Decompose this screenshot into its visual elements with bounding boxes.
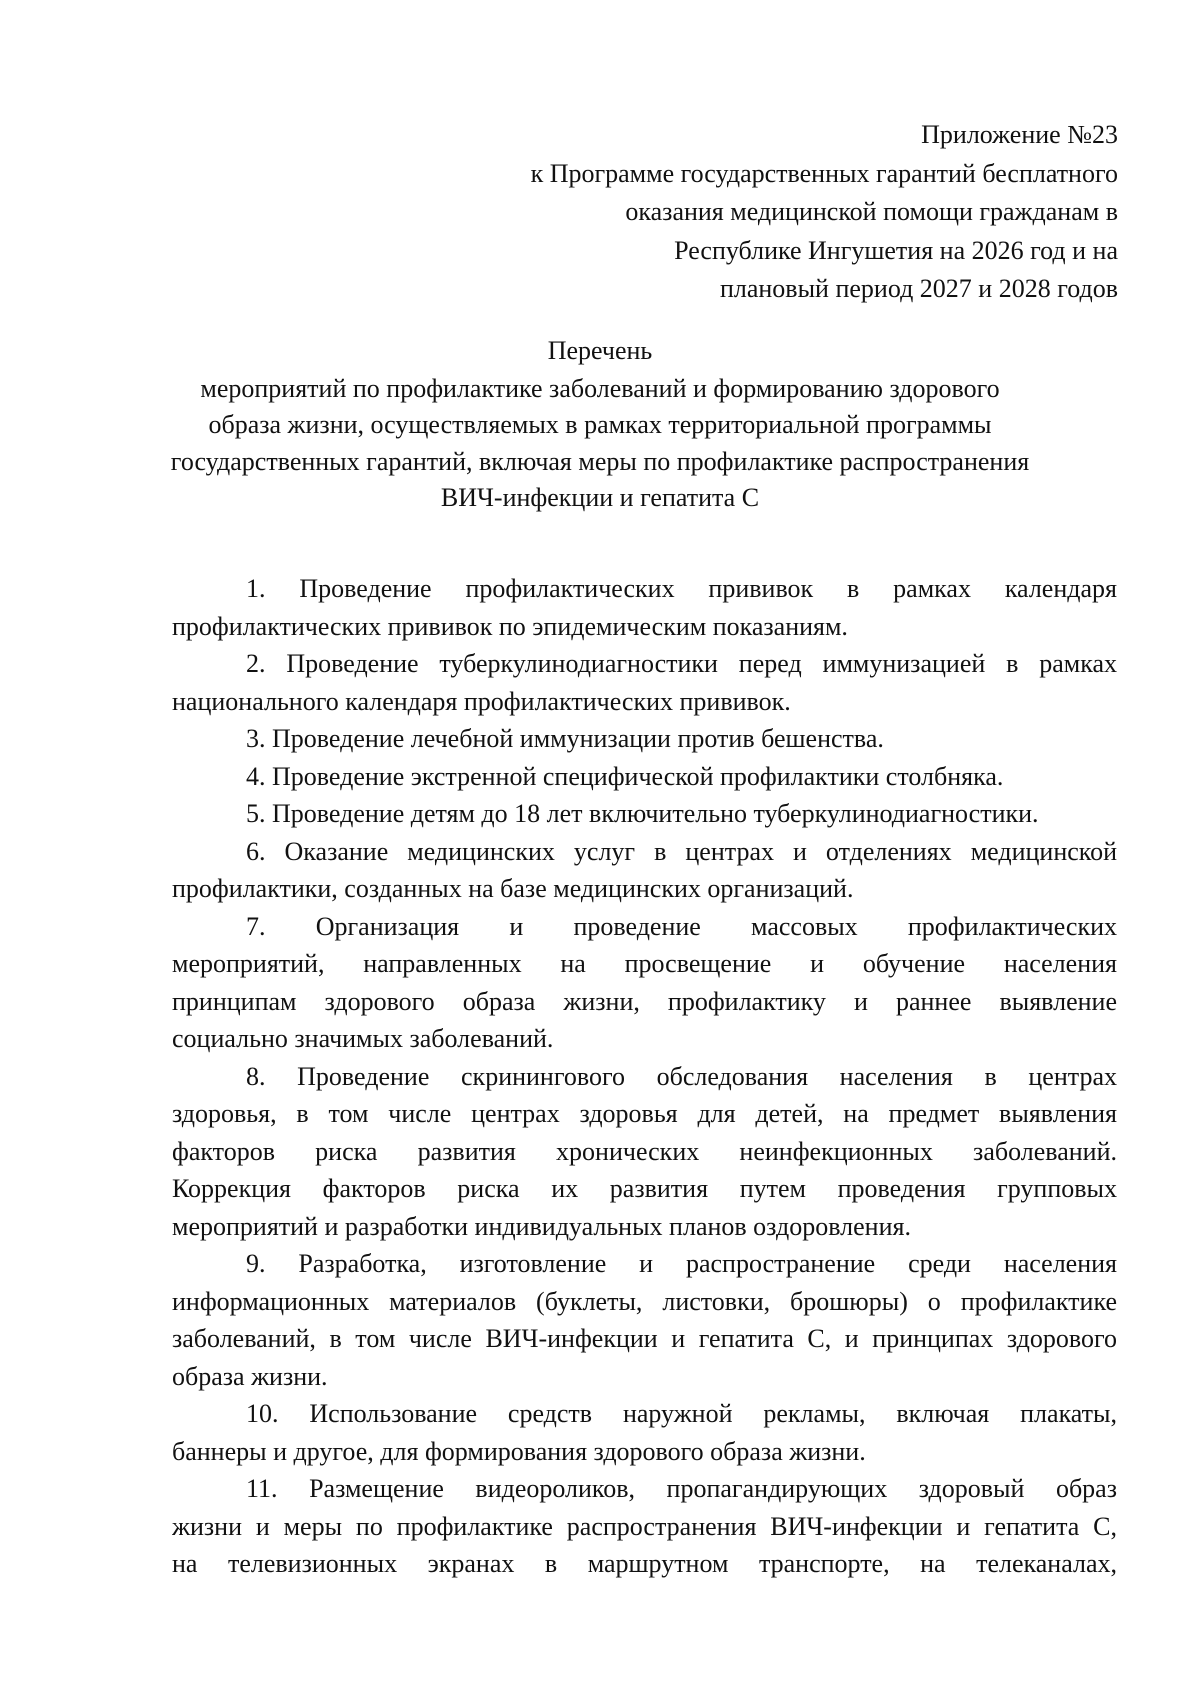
list-item [172, 795, 1117, 833]
annex-line: Приложение №23 [921, 120, 1118, 149]
item-line: социально значимых заболеваний. [172, 1024, 554, 1053]
annex-line: оказания медицинской помощи гражданам в [625, 197, 1118, 226]
title-heading: Перечень [547, 336, 653, 365]
list-item [172, 1470, 1117, 1583]
title-line: ВИЧ-инфекции и гепатита С [440, 483, 760, 512]
document-title [150, 333, 1050, 517]
list-item [172, 758, 1117, 796]
list-item [172, 908, 1117, 1058]
item-line: 2. Проведение туберкулинодиагностики перед иммунизацией в рамках [246, 649, 1117, 678]
item-line: 11. Размещение видеороликов, пропагандирующих здоровый образ [246, 1474, 1117, 1503]
item-line: национального календаря профилактических прививок. [172, 686, 791, 716]
title-line: образа жизни, осуществляемых в рамках территориальной программы [208, 410, 992, 439]
item-line: 4. Проведение экстренной специфической профилактики столбняка. [246, 761, 1004, 791]
item-line: на телевизионных экранах в маршрутном транспорте, на телеканалах, [172, 1549, 1117, 1578]
list-item [172, 645, 1117, 720]
item-line: баннеры и другое, для формирования здорового образа жизни. [172, 1436, 866, 1466]
item-line: 5. Проведение детям до 18 лет включительно туберкулинодиагностики. [246, 799, 1039, 828]
item-line: 3. Проведение лечебной иммунизации против бешенства. [246, 724, 884, 753]
list-item [172, 833, 1117, 908]
annex-line: Республике Ингушетия на 2026 год и на [674, 235, 1118, 265]
list-item [172, 1058, 1117, 1246]
list-item [172, 570, 1117, 645]
item-line: 9. Разработка, изготовление и распространение среди населения [246, 1249, 1117, 1278]
item-line: 1. Проведение профилактических прививок в рамках календаря [246, 574, 1117, 603]
item-line: профилактических прививок по эпидемическим показаниям. [172, 611, 848, 641]
item-line: профилактики, созданных на базе медицинских организаций. [172, 874, 854, 903]
list-item [172, 1245, 1117, 1395]
annex-line: к Программе государственных гарантий бесплатного [530, 158, 1118, 188]
item-line: образа жизни. [172, 1361, 328, 1391]
item-line: принципам здорового образа жизни, профилактику и раннее выявление [172, 986, 1117, 1016]
item-line: здоровья, в том числе центрах здоровья для детей, на предмет выявления [172, 1099, 1117, 1128]
item-line: жизни и меры по профилактике распространения ВИЧ-инфекции и гепатита С, [172, 1511, 1117, 1541]
title-line: мероприятий по профилактике заболеваний и формированию здорового [200, 373, 1000, 403]
list-item [172, 1395, 1117, 1470]
item-line: 6. Оказание медицинских услуг в центрах и отделениях медицинской [246, 836, 1117, 866]
item-line: мероприятий и разработки индивидуальных планов оздоровления. [172, 1211, 911, 1241]
list-item [172, 720, 1117, 758]
item-line: Коррекция факторов риска их развития путем проведения групповых [172, 1174, 1117, 1203]
item-line: заболеваний, в том числе ВИЧ-инфекции и гепатита С, и принципах здорового [172, 1324, 1117, 1353]
item-line: 10. Использование средств наружной рекламы, включая плакаты, [246, 1399, 1117, 1428]
measures-list [172, 570, 1117, 1583]
title-line: государственных гарантий, включая меры по профилактике распространения [170, 446, 1030, 476]
item-line: информационных материалов (буклеты, листовки, брошюры) о профилактике [172, 1286, 1117, 1316]
annex-header [400, 116, 1118, 309]
item-line: 7. Организация и проведение массовых профилактических [246, 911, 1117, 941]
item-line: 8. Проведение скринингового обследования населения в центрах [246, 1061, 1117, 1091]
item-line: мероприятий, направленных на просвещение и обучение населения [172, 949, 1117, 978]
item-line: факторов риска развития хронических неинфекционных заболеваний. [172, 1136, 1117, 1166]
annex-line: плановый период 2027 и 2028 годов [719, 274, 1118, 303]
